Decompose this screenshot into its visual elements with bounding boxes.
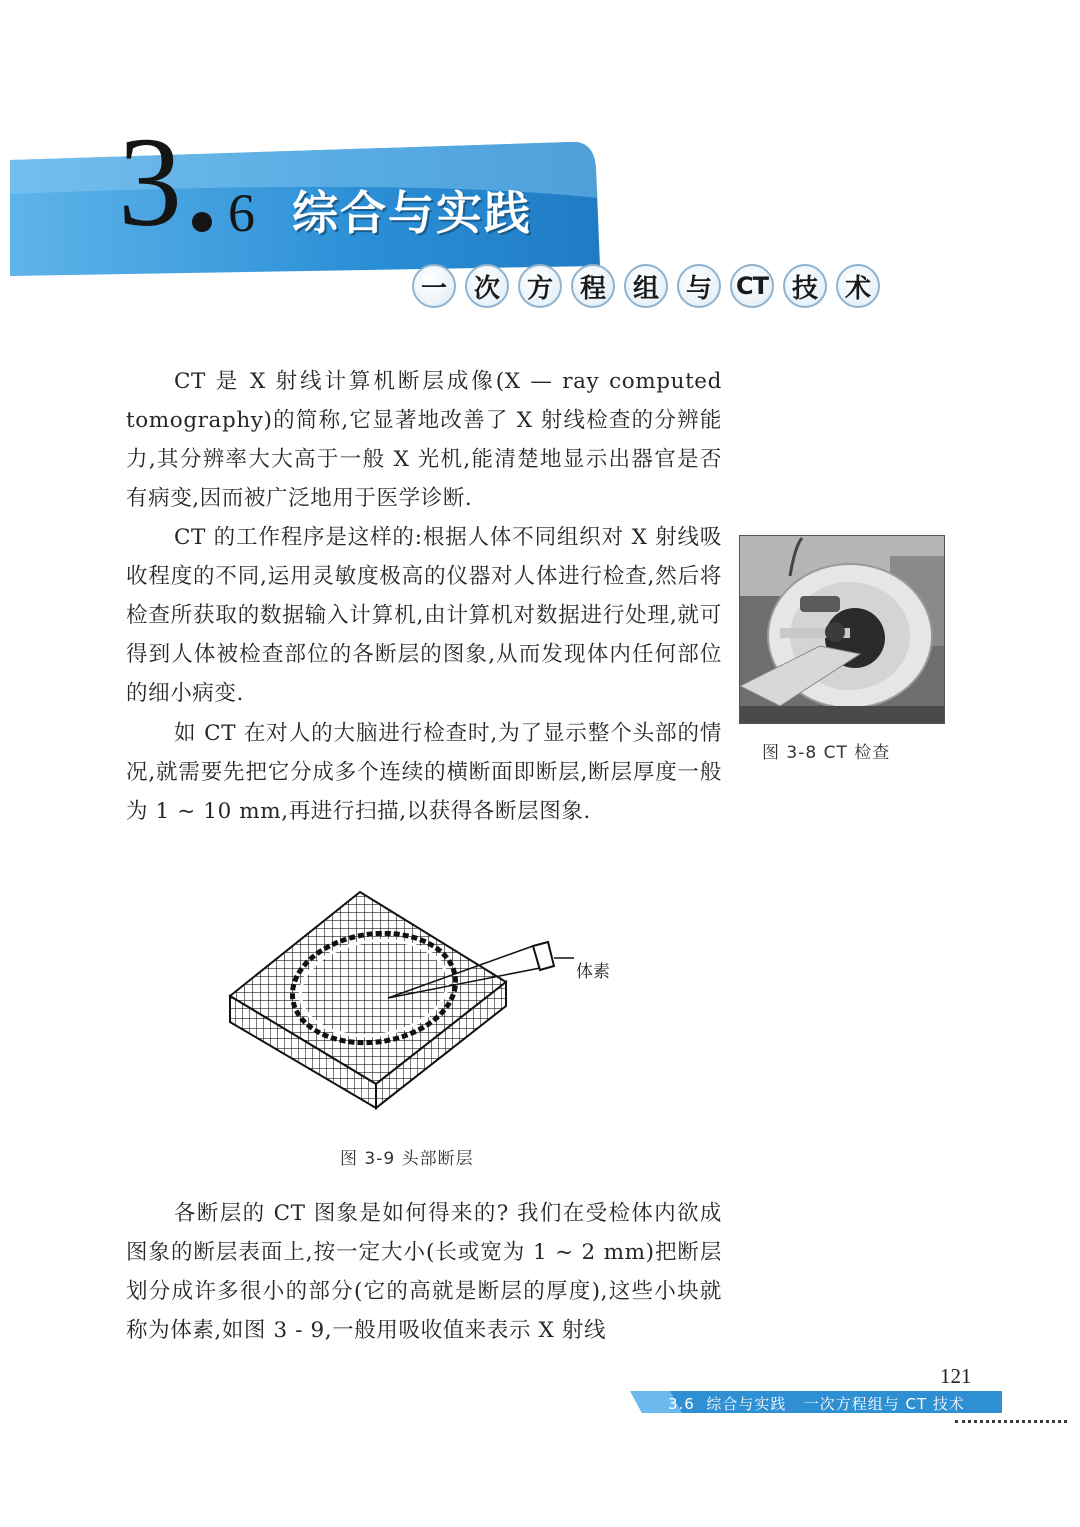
subtitle-char: 次 (465, 264, 509, 308)
paragraph-2: CT 的工作程序是这样的:根据人体不同组织对 X 射线吸收程度的不同,运用灵敏度极高的仪器对人体进行检查,然后将检查所获取的数据输入计算机,由计算机对数据进行处理,就可得到人体被检查部位的各断层的图象,从而发现体内任何部位的细小病变. (126, 525, 722, 706)
subtitle-char: 一 (412, 264, 456, 308)
chapter-number: 3 (118, 111, 178, 253)
chapter-title: 综合与实践 (292, 186, 532, 240)
footer-dots (955, 1416, 1067, 1423)
paragraph-3: 如 CT 在对人的大脑进行检查时,为了显示整个头部的情况,就需要先把它分成多个连续的横断面即断层,断层厚度一般为 1 ~ 10 mm,再进行扫描,以获得各断层图象. (126, 721, 722, 824)
paragraph-1: CT 是 X 射线计算机断层成像(X — ray computed tomography)的简称,它显著地改善了 X 射线检查的分辨能力,其分辨率大大高于一般 X 光机,能清楚地显示出器官是否有病变,因而被广泛地用于医学诊断. (126, 369, 722, 511)
subtitle-char: 与 (677, 264, 721, 308)
page-number: 121 (940, 1364, 972, 1388)
chapter-dot (192, 212, 212, 232)
head-slice-figure (228, 888, 648, 1113)
section-subtitle (412, 264, 880, 308)
ct-scanner-photo (739, 535, 945, 724)
figure-3-8-caption: 图 3-8 CT 检查 (762, 743, 891, 763)
paragraph-4: 各断层的 CT 图象是如何得来的? 我们在受检体内欲成图象的断层表面上,按一定大小(长或宽为 1 ~ 2 mm)把断层划分成许多很小的部分(它的高就是断层的厚度),这些小块就称为体素,如图 3 - 9,一般用吸收值来表示 X 射线 (126, 1201, 722, 1343)
subtitle-char: 方 (518, 264, 562, 308)
subtitle-char: CT (730, 264, 774, 308)
running-title: 3.6 综合与实践 一次方程组与 CT 技术 (668, 1395, 965, 1413)
subtitle-char: 技 (783, 264, 827, 308)
voxel-label: 体素 (576, 962, 610, 982)
figure-3-9-caption: 图 3-9 头部断层 (340, 1149, 474, 1169)
subtitle-char: 组 (624, 264, 668, 308)
subtitle-char: 术 (836, 264, 880, 308)
subtitle-char: 程 (571, 264, 615, 308)
chapter-sub-number: 6 (228, 183, 255, 243)
